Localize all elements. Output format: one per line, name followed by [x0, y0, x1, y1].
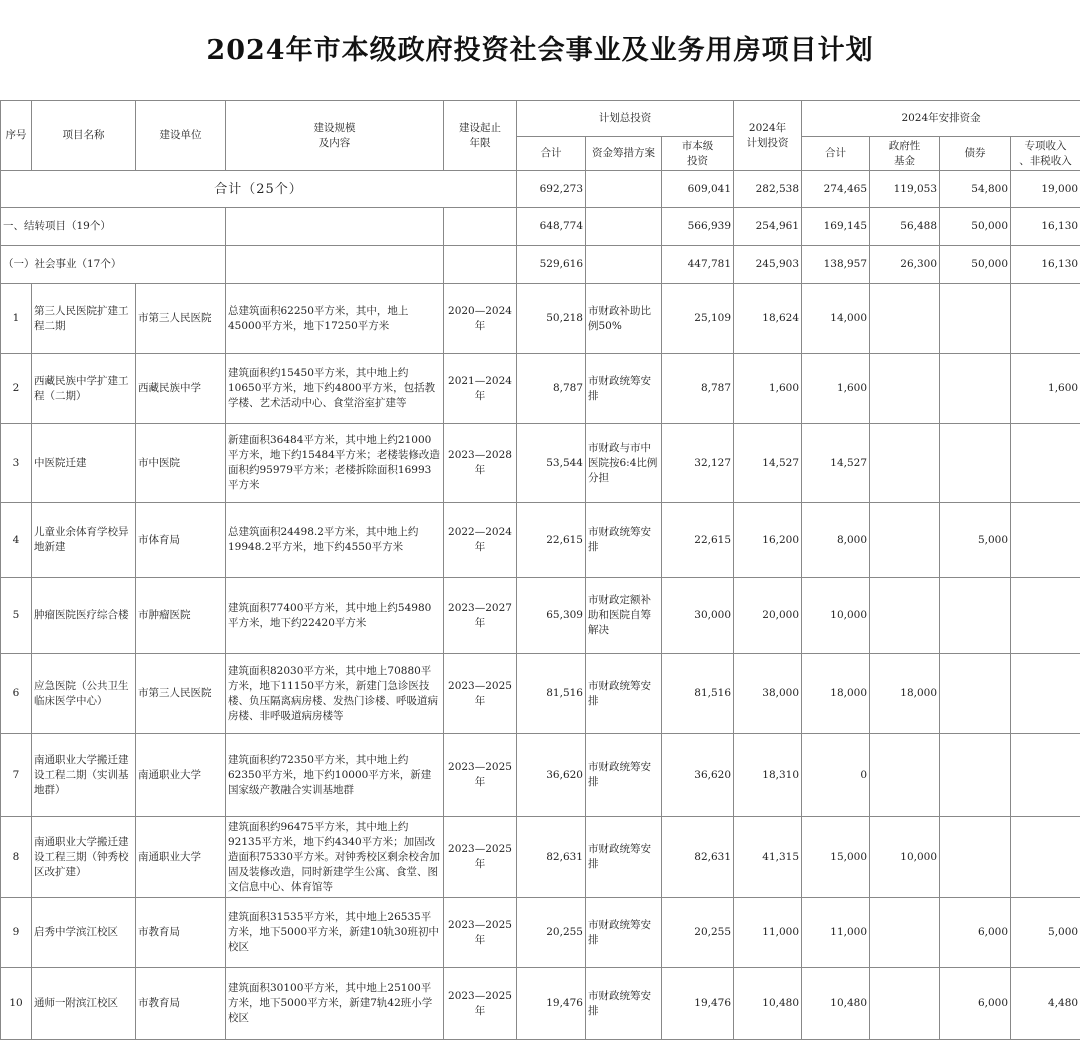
summary-blank [444, 246, 517, 284]
cell-unit: 市肿瘤医院 [136, 578, 226, 654]
header-years: 建设起止 年限 [444, 101, 517, 171]
cell-name: 南通职业大学搬迁建设工程三期（钟秀校区改扩建） [32, 817, 136, 898]
cell-total: 19,476 [517, 968, 586, 1040]
cell-inv2024: 41,315 [734, 817, 802, 898]
summary-inv2024: 254,961 [734, 208, 802, 246]
cell-gov [870, 354, 940, 424]
cell-unit: 南通职业大学 [136, 817, 226, 898]
cell-inv2024: 14,527 [734, 424, 802, 503]
table-row [1, 503, 1080, 578]
cell-gov [870, 284, 940, 354]
cell-unit: 市第三人民医院 [136, 284, 226, 354]
table-row [1, 968, 1080, 1040]
cell-inv2024: 18,310 [734, 734, 802, 817]
cell-arr-total: 15,000 [802, 817, 870, 898]
cell-inv2024: 18,624 [734, 284, 802, 354]
cell-gov: 18,000 [870, 654, 940, 734]
cell-no: 10 [1, 968, 32, 1040]
summary-total: 692,273 [517, 171, 586, 208]
page-title: 2024年市本级政府投资社会事业及业务用房项目计划 [0, 28, 1080, 67]
cell-arr-total: 0 [802, 734, 870, 817]
summary-label: （一）社会事业（17个） [1, 246, 226, 284]
project-rows [1, 284, 1080, 1040]
summary-label: 一、结转项目（19个） [1, 208, 226, 246]
cell-inv2024: 10,480 [734, 968, 802, 1040]
header-total-plan: 计划总投资 [517, 101, 734, 137]
cell-funding: 市财政定额补助和医院自筹解决 [586, 578, 662, 654]
cell-total: 65,309 [517, 578, 586, 654]
cell-scale: 总建筑面积24498.2平方米，其中地上约19948.2平方米，地下约4550平方米 [226, 503, 444, 578]
cell-bond [940, 734, 1011, 817]
table-header-row [1, 101, 1080, 137]
cell-special [1011, 503, 1080, 578]
cell-scale: 总建筑面积62250平方米，其中，地上45000平方米，地下17250平方米 [226, 284, 444, 354]
summary-label: 合计（25个） [1, 171, 517, 208]
cell-no: 9 [1, 898, 32, 968]
cell-special [1011, 734, 1080, 817]
cell-gov [870, 898, 940, 968]
table-row [1, 817, 1080, 898]
cell-funding: 市财政统筹安排 [586, 654, 662, 734]
cell-bond [940, 284, 1011, 354]
summary-arr-total: 274,465 [802, 171, 870, 208]
cell-city: 36,620 [662, 734, 734, 817]
cell-name: 通师一附滨江校区 [32, 968, 136, 1040]
cell-arr-total: 10,480 [802, 968, 870, 1040]
cell-name: 西藏民族中学扩建工程（二期） [32, 354, 136, 424]
cell-special [1011, 817, 1080, 898]
cell-years: 2021—2024年 [444, 354, 517, 424]
header-project-name: 项目名称 [32, 101, 136, 171]
summary-total: 648,774 [517, 208, 586, 246]
cell-arr-total: 10,000 [802, 578, 870, 654]
table-row [1, 578, 1080, 654]
cell-years: 2023—2025年 [444, 817, 517, 898]
cell-inv2024: 20,000 [734, 578, 802, 654]
cell-inv2024: 1,600 [734, 354, 802, 424]
cell-city: 81,516 [662, 654, 734, 734]
cell-gov [870, 578, 940, 654]
header-plan-city: 市本级 投资 [662, 137, 734, 171]
cell-special: 1,600 [1011, 354, 1080, 424]
cell-scale: 建筑面积77400平方米，其中地上约54980平方米，地下约22420平方米 [226, 578, 444, 654]
summary-bond: 54,800 [940, 171, 1011, 208]
cell-bond [940, 817, 1011, 898]
cell-arr-total: 11,000 [802, 898, 870, 968]
cell-name: 启秀中学滨江校区 [32, 898, 136, 968]
cell-unit: 市教育局 [136, 968, 226, 1040]
cell-bond [940, 654, 1011, 734]
cell-inv2024: 16,200 [734, 503, 802, 578]
cell-total: 20,255 [517, 898, 586, 968]
summary-special: 19,000 [1011, 171, 1080, 208]
cell-total: 8,787 [517, 354, 586, 424]
summary-row-carryover [1, 208, 1080, 246]
cell-special [1011, 654, 1080, 734]
summary-inv2024: 282,538 [734, 171, 802, 208]
cell-gov: 10,000 [870, 817, 940, 898]
cell-city: 32,127 [662, 424, 734, 503]
table-row [1, 284, 1080, 354]
summary-row-total [1, 171, 1080, 208]
cell-city: 82,631 [662, 817, 734, 898]
cell-city: 22,615 [662, 503, 734, 578]
cell-years: 2023—2025年 [444, 654, 517, 734]
cell-city: 20,255 [662, 898, 734, 968]
cell-funding: 市财政统筹安排 [586, 968, 662, 1040]
cell-name: 儿童业余体育学校异地新建 [32, 503, 136, 578]
cell-funding: 市财政统筹安排 [586, 734, 662, 817]
header-arrange-2024: 2024年安排资金 [802, 101, 1080, 137]
header-arr-bond: 债券 [940, 137, 1011, 171]
cell-special [1011, 284, 1080, 354]
cell-gov [870, 734, 940, 817]
cell-years: 2023—2027年 [444, 578, 517, 654]
cell-bond: 5,000 [940, 503, 1011, 578]
header-arr-special: 专项收入 、非税收入 [1011, 137, 1080, 171]
cell-name: 南通职业大学搬迁建设工程二期（实训基地群） [32, 734, 136, 817]
cell-years: 2023—2025年 [444, 734, 517, 817]
cell-bond [940, 578, 1011, 654]
cell-arr-total: 14,000 [802, 284, 870, 354]
summary-gov: 119,053 [870, 171, 940, 208]
header-invest-2024: 2024年 计划投资 [734, 101, 802, 171]
cell-no: 1 [1, 284, 32, 354]
cell-years: 2023—2025年 [444, 898, 517, 968]
cell-funding: 市财政统筹安排 [586, 354, 662, 424]
cell-inv2024: 11,000 [734, 898, 802, 968]
cell-bond [940, 424, 1011, 503]
table-row [1, 734, 1080, 817]
cell-unit: 市中医院 [136, 424, 226, 503]
cell-scale: 建筑面积约15450平方米，其中地上约10650平方米，地下约4800平方米，包括教学楼、艺术活动中心、食堂浴室扩建等 [226, 354, 444, 424]
summary-special: 16,130 [1011, 246, 1080, 284]
cell-scale: 建筑面积82030平方米，其中地上70880平方米，地下11150平方米，新建门急诊医技楼、负压隔离病房楼、发热门诊楼、呼吸道病房楼、非呼吸道病房楼等 [226, 654, 444, 734]
cell-funding: 市财政统筹安排 [586, 503, 662, 578]
summary-bond: 50,000 [940, 246, 1011, 284]
cell-city: 25,109 [662, 284, 734, 354]
cell-years: 2020—2024年 [444, 284, 517, 354]
cell-no: 3 [1, 424, 32, 503]
summary-arr-total: 169,145 [802, 208, 870, 246]
cell-special [1011, 578, 1080, 654]
summary-row-social [1, 246, 1080, 284]
cell-scale: 建筑面积约96475平方米，其中地上约92135平方米，地下约4340平方米；加固改造面积75330平方米。对钟秀校区剩余校舍加固及装修改造，同时新建学生公寓、食堂、图文信息中心、体育馆等 [226, 817, 444, 898]
cell-total: 50,218 [517, 284, 586, 354]
cell-total: 53,544 [517, 424, 586, 503]
table-row [1, 354, 1080, 424]
cell-name: 中医院迁建 [32, 424, 136, 503]
table-row [1, 898, 1080, 968]
cell-no: 2 [1, 354, 32, 424]
summary-special: 16,130 [1011, 208, 1080, 246]
cell-funding: 市财政统筹安排 [586, 898, 662, 968]
summary-blank [226, 246, 444, 284]
cell-city: 30,000 [662, 578, 734, 654]
cell-arr-total: 18,000 [802, 654, 870, 734]
cell-funding: 市财政与市中医院按6:4比例分担 [586, 424, 662, 503]
cell-scale: 建筑面积31535平方米，其中地上26535平方米，地下5000平方米，新建10轨30班初中校区 [226, 898, 444, 968]
cell-years: 2023—2028年 [444, 424, 517, 503]
table-row [1, 424, 1080, 503]
cell-no: 4 [1, 503, 32, 578]
cell-arr-total: 14,527 [802, 424, 870, 503]
header-plan-funding: 资金筹措方案 [586, 137, 662, 171]
cell-arr-total: 8,000 [802, 503, 870, 578]
cell-bond: 6,000 [940, 898, 1011, 968]
summary-funding [586, 171, 662, 208]
cell-unit: 南通职业大学 [136, 734, 226, 817]
cell-bond [940, 354, 1011, 424]
cell-unit: 市教育局 [136, 898, 226, 968]
cell-scale: 建筑面积30100平方米，其中地上25100平方米，地下5000平方米，新建7轨42班小学校区 [226, 968, 444, 1040]
summary-total: 529,616 [517, 246, 586, 284]
summary-blank [226, 208, 444, 246]
header-seq: 序号 [1, 101, 32, 171]
summary-arr-total: 138,957 [802, 246, 870, 284]
cell-total: 81,516 [517, 654, 586, 734]
cell-funding: 市财政补助比例50% [586, 284, 662, 354]
cell-total: 82,631 [517, 817, 586, 898]
cell-bond: 6,000 [940, 968, 1011, 1040]
cell-scale: 建筑面积约72350平方米，其中地上约62350平方米，地下约10000平方米，新建国家级产教融合实训基地群 [226, 734, 444, 817]
cell-no: 6 [1, 654, 32, 734]
cell-special: 5,000 [1011, 898, 1080, 968]
summary-gov: 26,300 [870, 246, 940, 284]
cell-name: 肿瘤医院医疗综合楼 [32, 578, 136, 654]
cell-funding: 市财政统筹安排 [586, 817, 662, 898]
cell-inv2024: 38,000 [734, 654, 802, 734]
cell-no: 8 [1, 817, 32, 898]
summary-city: 447,781 [662, 246, 734, 284]
table-row [1, 654, 1080, 734]
cell-special [1011, 424, 1080, 503]
summary-funding [586, 208, 662, 246]
cell-special: 4,480 [1011, 968, 1080, 1040]
summary-city: 609,041 [662, 171, 734, 208]
header-plan-total: 合计 [517, 137, 586, 171]
cell-arr-total: 1,600 [802, 354, 870, 424]
cell-total: 36,620 [517, 734, 586, 817]
cell-gov [870, 503, 940, 578]
cell-total: 22,615 [517, 503, 586, 578]
summary-gov: 56,488 [870, 208, 940, 246]
cell-unit: 市体育局 [136, 503, 226, 578]
header-scale: 建设规模 及内容 [226, 101, 444, 171]
cell-scale: 新建面积36484平方米，其中地上约21000平方米，地下约15484平方米；老楼装修改造面积约95979平方米；老楼拆除面积16993平方米 [226, 424, 444, 503]
header-arr-total: 合计 [802, 137, 870, 171]
cell-name: 应急医院（公共卫生临床医学中心） [32, 654, 136, 734]
cell-city: 8,787 [662, 354, 734, 424]
cell-name: 第三人民医院扩建工程二期 [32, 284, 136, 354]
cell-unit: 市第三人民医院 [136, 654, 226, 734]
cell-years: 2023—2025年 [444, 968, 517, 1040]
summary-city: 566,939 [662, 208, 734, 246]
cell-city: 19,476 [662, 968, 734, 1040]
project-plan-table [0, 100, 1080, 1040]
cell-gov [870, 968, 940, 1040]
cell-no: 5 [1, 578, 32, 654]
summary-bond: 50,000 [940, 208, 1011, 246]
cell-years: 2022—2024年 [444, 503, 517, 578]
cell-gov [870, 424, 940, 503]
cell-unit: 西藏民族中学 [136, 354, 226, 424]
summary-blank [444, 208, 517, 246]
cell-no: 7 [1, 734, 32, 817]
header-arr-gov: 政府性 基金 [870, 137, 940, 171]
summary-funding [586, 246, 662, 284]
summary-inv2024: 245,903 [734, 246, 802, 284]
header-unit: 建设单位 [136, 101, 226, 171]
